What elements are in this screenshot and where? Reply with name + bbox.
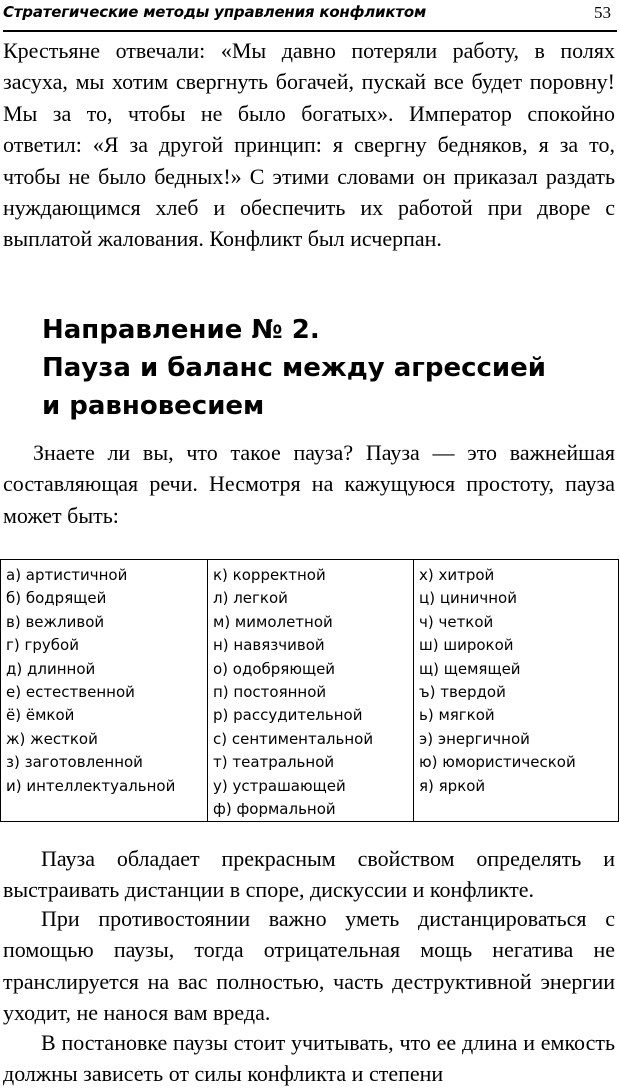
running-title: Стратегические методы управления конфликтом (3, 3, 427, 21)
pause-type-item: ф) формальной (213, 799, 336, 818)
pause-type-item: ц) циничной (419, 589, 517, 608)
pause-types-column-2 (208, 560, 414, 822)
pause-type-item: т) театральной (213, 753, 335, 772)
pause-type-item: х) хитрой (419, 566, 495, 584)
pause-type-item: ю) юмористической (419, 753, 576, 772)
paragraph-pause-length: В постановке паузы стоит учитывать, что ее длина и емкость должны зависеть от силы конфликта и степени (3, 1030, 615, 1087)
pause-type-item: з) заготовленной (6, 753, 143, 772)
pause-type-item: е) естественной (6, 682, 135, 701)
pause-type-item: ч) четкой (419, 612, 494, 631)
paragraph-story-ending: Крестьяне отвечали: «Мы давно потеряли работу, в полях засуха, мы хотим свергнуть богачей, пускай все будет поровну! Мы за то, чтобы не было богатых». Император спокойно ответил: «Я за другой принцип: я свергну бедняков, я за то, чтобы не было бедных!» С этими словами он приказал раздать нуждающимся хлеб и обеспечить их работой при дворе с выплатой жалования. Конфликт был исчерпан. (3, 38, 615, 252)
pause-type-item: п) постоянной (213, 682, 327, 701)
pause-type-item: а) артистичной (6, 566, 128, 584)
pause-types-table (0, 559, 619, 822)
page-number: 53 (594, 3, 611, 22)
pause-type-item: и) интеллектуальной (6, 776, 176, 795)
section-heading-line-2: Пауза и баланс между агрессией (42, 353, 546, 383)
section-heading-line-3: и равновесием (42, 391, 265, 421)
section-heading (42, 311, 612, 425)
pause-type-item: ь) мягкой (419, 706, 495, 725)
pause-type-item: у) устрашающей (213, 776, 346, 795)
section-heading-line-1: Направление № 2. (42, 315, 320, 345)
paragraph-pause-confrontation: При противостоянии важно уметь дистанцироваться с помощью паузы, тогда отрицательная мощь негатива не транслируется на вас полностью, часть деструктивной энергии уходит, не нанося вам вреда. (3, 906, 615, 1026)
pause-type-item: н) навязчивой (213, 636, 325, 655)
pause-type-item: ъ) твердой (419, 682, 506, 701)
pause-type-item: в) вежливой (6, 612, 105, 631)
pause-type-item: щ) щемящей (419, 659, 521, 678)
pause-type-item: д) длинной (6, 659, 96, 678)
pause-type-item: ё) ёмкой (6, 706, 75, 725)
page-header (3, 0, 617, 32)
pause-type-item: г) грубой (6, 636, 79, 655)
paragraph-pause-intro: Знаете ли вы, что такое пауза? Пауза — это важнейшая составляющая речи. Несмотря на кажущуюся простоту, пауза может быть: (3, 440, 615, 528)
pause-type-item: б) бодрящей (6, 589, 107, 608)
pause-type-item: о) одобряющей (213, 659, 336, 678)
pause-type-item: я) яркой (419, 776, 486, 795)
pause-type-item: с) сентиментальной (213, 729, 374, 748)
pause-type-item: ж) жесткой (6, 729, 98, 748)
pause-type-item: к) корректной (213, 566, 326, 584)
pause-type-item: л) легкой (213, 589, 288, 608)
pause-type-item: ш) широкой (419, 636, 514, 655)
pause-type-item: м) мимолетной (213, 612, 333, 631)
pause-type-item: э) энергичной (419, 729, 530, 748)
paragraph-pause-distance: Пауза обладает прекрасным свойством определять и выстраивать дистанции в споре, дискуссии и конфликте. (3, 846, 615, 903)
pause-types-column-3 (414, 560, 619, 822)
pause-types-column-1 (1, 560, 208, 822)
pause-type-item: р) рассудительной (213, 706, 363, 725)
